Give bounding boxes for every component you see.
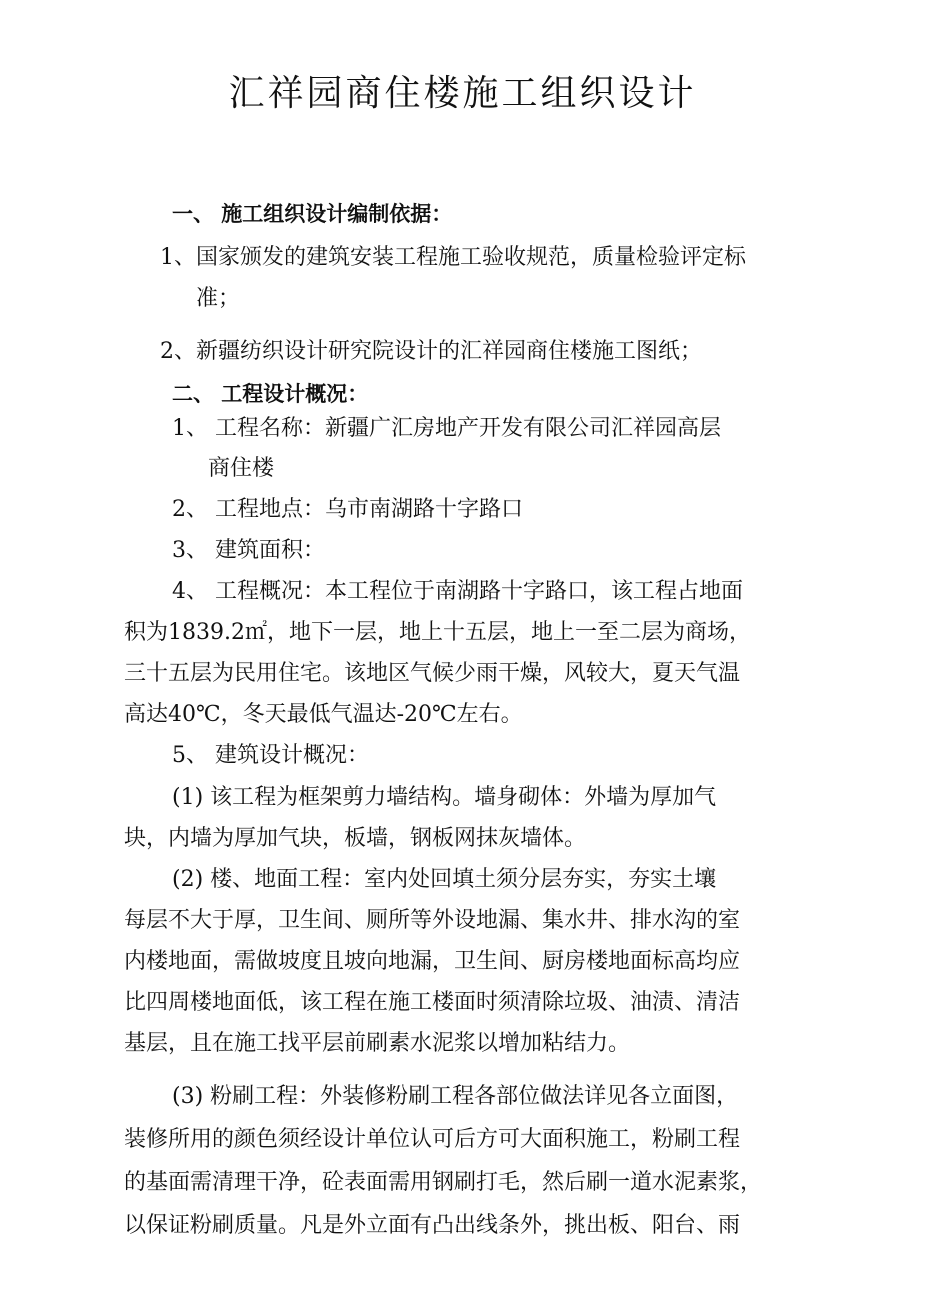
- overview-item-4-line-4: 高达40℃，冬天最低气温达-20℃左右。: [124, 702, 523, 727]
- basis-item-1-line-2: 准；: [196, 286, 241, 311]
- basis-item-2: 2、新疆纺织设计研究院设计的汇祥园商住楼施工图纸；: [160, 339, 702, 364]
- design-sub-2-line-2: 每层不大于厚，卫生间、厕所等外设地漏、集水井、排水沟的室: [124, 908, 741, 933]
- overview-item-1-line-1: 1、 工程名称：新疆广汇房地产开发有限公司汇祥园高层: [172, 416, 721, 441]
- overview-item-3: 3、 建筑面积：: [172, 538, 325, 563]
- overview-item-4-line-3: 三十五层为民用住宅。该地区气候少雨干燥，风较大，夏天气温: [124, 661, 741, 686]
- overview-item-4-line-1: 4、 工程概况：本工程位于南湖路十字路口，该工程占地面: [172, 579, 743, 604]
- section-heading-overview: 二、 工程设计概况：: [172, 382, 369, 406]
- section-heading-basis: 一、 施工组织设计编制依据：: [172, 202, 453, 226]
- design-sub-1-line-2: 块，内墙为厚加气块，板墙，钢板网抹灰墙体。: [124, 826, 587, 851]
- design-sub-3-line-4: 以保证粉刷质量。凡是外立面有凸出线条外，挑出板、阳台、雨: [124, 1213, 741, 1238]
- design-sub-2-line-5: 基层，且在施工找平层前刷素水泥浆以增加粘结力。: [124, 1031, 631, 1056]
- overview-item-1-line-2: 商住楼: [208, 456, 275, 481]
- design-sub-1-line-1: (1) 该工程为框架剪力墙结构。墙身砌体：外墙为厚加气: [172, 785, 717, 810]
- design-sub-3-line-2: 装修所用的颜色须经设计单位认可后方可大面积施工，粉刷工程: [124, 1127, 741, 1152]
- design-sub-2-line-4: 比四周楼地面低，该工程在施工楼面时须清除垃圾、油渍、清洁: [124, 990, 741, 1015]
- document-title: 汇祥园商住楼施工组织设计: [228, 73, 697, 114]
- overview-item-4-line-2: 积为1839.2㎡，地下一层，地上十五层，地上一至二层为商场，: [124, 620, 751, 645]
- basis-item-1-line-1: 1、国家颁发的建筑安装工程施工验收规范，质量检验评定标: [160, 245, 746, 270]
- overview-item-5: 5、 建筑设计概况：: [172, 743, 369, 768]
- design-sub-2-line-1: (2) 楼、地面工程：室内处回填土须分层夯实，夯实土壤: [172, 867, 717, 892]
- overview-item-2: 2、 工程地点：乌市南湖路十字路口: [172, 497, 523, 522]
- design-sub-3-line-3: 的基面需清理干净，砼表面需用钢刷打毛，然后刷一道水泥素浆，: [124, 1170, 763, 1195]
- design-sub-3-line-1: (3) 粉刷工程：外装修粉刷工程各部位做法详见各立面图，: [172, 1084, 739, 1109]
- design-sub-2-line-3: 内楼地面，需做坡度且坡向地漏，卫生间、厨房楼地面标高均应: [124, 949, 741, 974]
